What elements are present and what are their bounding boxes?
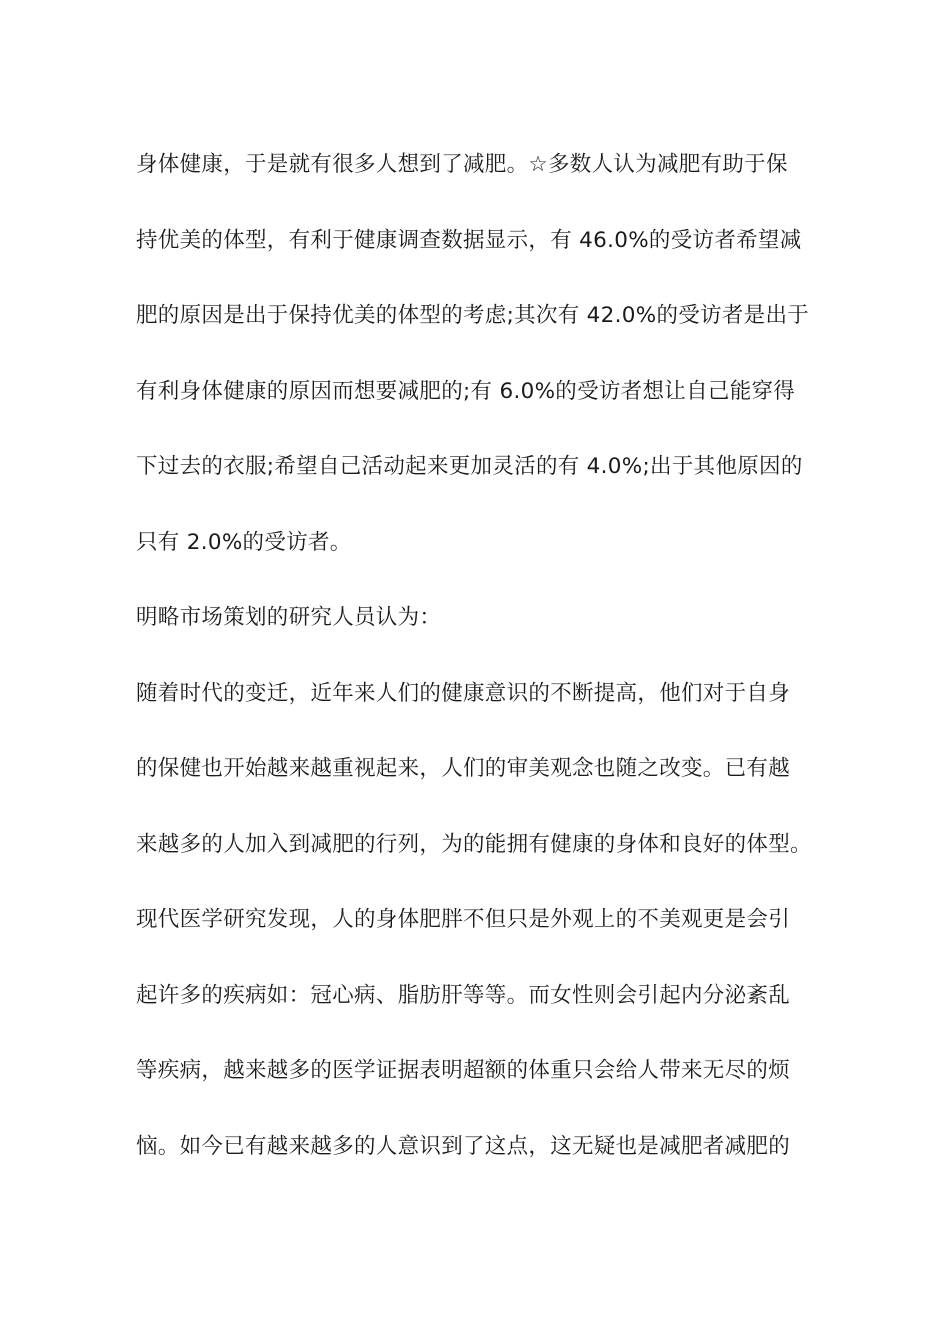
text-line: 恼。如今已有越来越多的人意识到了这点，这无疑也是减肥者减肥的 <box>136 1133 791 1159</box>
text-line: 只有 2.0%的受访者。 <box>136 529 352 555</box>
section-heading: 明略市场策划的研究人员认为： <box>136 605 442 630</box>
text-line: 起许多的疾病如：冠心病、脂肪肝等等。而女性则会引起内分泌紊乱 <box>136 982 791 1008</box>
text-line: 现代医学研究发现，人的身体肥胖不但只是外观上的不美观更是会引 <box>136 907 791 932</box>
text-line: 来越多的人加入到减肥的行列，为的能拥有健康的身体和良好的体型。 <box>136 831 812 857</box>
text-line: 下过去的衣服;希望自己活动起来更加灵活的有 4.0%;出于其他原因的 <box>136 454 803 479</box>
text-line: 有利身体健康的原因而想要减肥的;有 6.0%的受访者想让自己能穿得 <box>136 378 796 404</box>
body-text <box>136 137 826 1194</box>
text-line: 持优美的体型，有利于健康调查数据显示，有 46.0%的受访者希望减 <box>136 227 802 253</box>
text-line: 等疾病，越来越多的医学证据表明超额的体重只会给人带来无尽的烦 <box>136 1058 791 1083</box>
text-line: 随着时代的变迁，近年来人们的健康意识的不断提高，他们对于自身 <box>136 680 791 706</box>
text-line: 身体健康，于是就有很多人想到了减肥。☆多数人认为减肥有助于保 <box>136 152 788 177</box>
text-line: 肥的原因是出于保持优美的体型的考虑;其次有 42.0%的受访者是出于 <box>136 303 810 328</box>
text-line: 的保健也开始越来越重视起来，人们的审美观念也随之改变。已有越 <box>136 756 791 781</box>
